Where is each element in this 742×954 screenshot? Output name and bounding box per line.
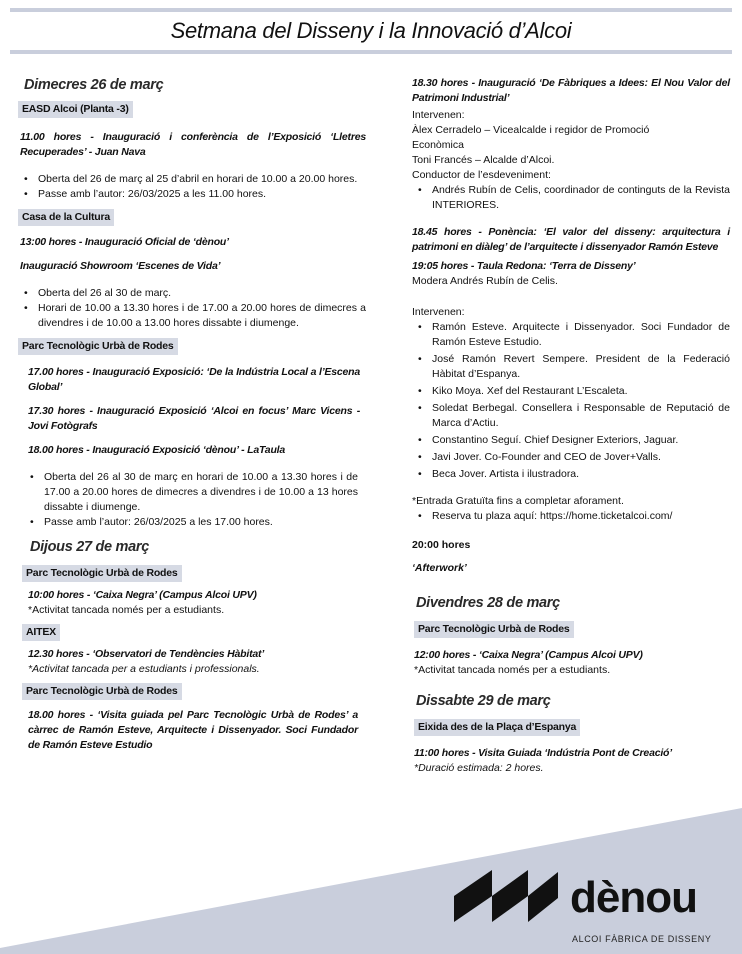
venue-tag: Parc Tecnològic Urbà de Rodes [22, 683, 182, 700]
list-item: • Andrés Rubín de Celis, coordinador de continguts de la Revista INTERIORES. [412, 183, 730, 213]
event-title: 10:00 hores - ‘Caixa Negra’ (Campus Alcoi UPV) [28, 589, 257, 601]
speaker: Àlex Cerradelo – Vicealcalde i regidor de Promoció Econòmica [412, 124, 650, 151]
list-item: • Oberta del 26 al 30 de març. [18, 286, 366, 301]
event-title: 13:00 hores - Inauguració Oficial de ‘dènou’ [20, 236, 229, 248]
venue-tag: AITEX [22, 624, 60, 641]
list-item: • Horari de 10.00 a 13.30 hores i de 17.00 a 20.00 hores de dimecres a divendres i de 10.00 a 13.00 hores dissabte i diumenge. [18, 301, 366, 331]
label: Intervenen: [412, 109, 465, 121]
event-title: 18.00 hores - Inauguració Exposició ‘dènou’ - LaTaula [28, 444, 286, 456]
conductor-list [412, 183, 730, 213]
speaker: Toni Francés – Alcalde d’Alcoi. [412, 154, 555, 166]
list-item: • Oberta del 26 al 30 de març en horari de 10.00 a 13.30 hores i de 17.00 a 20.00 hores de dimecres a divendres i de 10.00 a 13 hores dissabte i diumenge. [24, 470, 358, 515]
event-note: *Duració estimada: 2 hores. [414, 762, 544, 774]
venue-tag: Parc Tecnològic Urbà de Rodes [18, 338, 178, 355]
event-note: *Activitat tancada només per a estudiants. [28, 604, 225, 616]
day-heading-saturday: Dissabte 29 de març [416, 693, 551, 709]
page-header [10, 8, 732, 54]
event-details [18, 286, 366, 331]
reservation-link[interactable]: • Reserva tu plaza aquí: https://home.ticketalcoi.com/ [412, 509, 730, 524]
left-column [18, 72, 366, 753]
event-title: 19:05 hores - Taula Redona: ‘Terra de Disseny’ [412, 260, 636, 272]
day-heading-thursday: Dijous 27 de març [30, 539, 150, 555]
label: Conductor de l’esdeveniment: [412, 169, 551, 181]
logo-wordmark: dènou [570, 873, 697, 922]
reservation-list [412, 509, 730, 524]
list-item: • Passe amb l’autor: 26/03/2025 a les 11.00 hores. [18, 187, 366, 202]
denou-logo-icon [452, 866, 560, 922]
event-title: 12:00 hores - ‘Caixa Negra’ (Campus Alcoi UPV) [414, 649, 643, 661]
event-title: 17.00 hores - Inauguració Exposició: ‘De la Indústria Local a l’Escena Global’ [28, 366, 360, 393]
event-title: 18.00 hores - ‘Visita guiada pel Parc Tecnològic Urbà de Rodes’ a càrrec de Ramón Esteve, Arquitecte i Dissenyador. Soci Fundador de Ramón Esteve Estudio [28, 709, 358, 751]
event-details [24, 470, 358, 530]
page-title: Setmana del Disseny i la Innovació d’Alcoi [170, 18, 572, 43]
event-title: 18.45 hores - Ponència: ‘El valor del disseny: arquitectura i patrimoni en diàleg’ de l’arquitecte i dissenyador Ramón Esteve [412, 226, 730, 253]
venue-tag: Parc Tecnològic Urbà de Rodes [22, 565, 182, 582]
panel-list [412, 320, 730, 482]
panelist-item: • Ramón Esteve. Arquitecte i Dissenyador. Soci Fundador de Ramón Esteve Estudio. [412, 320, 730, 350]
moderator: Modera Andrés Rubín de Celis. [412, 275, 558, 287]
logo-tagline: ALCOI FÀBRICA DE DISSENY [572, 934, 712, 944]
event-details [18, 172, 366, 202]
panelist-item: • Soledat Berbegal. Consellera i Responsable de Reputació de Marca d’Actiu. [412, 401, 730, 431]
venue-tag: EASD Alcoi (Planta -3) [18, 101, 133, 118]
label: Intervenen: [412, 306, 465, 318]
list-item: • Passe amb l’autor: 26/03/2025 a les 17.00 hores. [24, 515, 358, 530]
event-title: Inauguració Showroom ‘Escenes de Vida’ [20, 260, 221, 272]
event-title: 17.30 hores - Inauguració Exposició ‘Alcoi en focus’ Marc Vicens - Jovi Fotògrafs [28, 405, 360, 432]
event-title: ‘Afterwork’ [412, 562, 467, 574]
panelist-item: • Constantino Seguí. Chief Designer Exteriors, Jaguar. [412, 433, 730, 448]
event-title: 11:00 hores - Visita Guiada ‘Indústria Pont de Creació’ [414, 747, 672, 759]
right-column [412, 76, 730, 776]
list-item: • Oberta del 26 de març al 25 d’abril en horari de 10.00 a 20.00 hores. [18, 172, 366, 187]
event-title: 12.30 hores - ‘Observatori de Tendències Hàbitat’ [28, 648, 265, 660]
event-note: *Activitat tancada només per a estudiants. [414, 664, 611, 676]
panelist-item: • Javi Jover. Co-Founder and CEO de Jover+Valls. [412, 450, 730, 465]
event-time: 20:00 hores [412, 539, 471, 551]
event-title: 11.00 hores - Inauguració i conferència de l’Exposició ‘Lletres Recuperades’ - Juan Nava [20, 131, 366, 158]
day-heading-friday: Divendres 28 de març [416, 595, 560, 611]
panelist-item: • Kiko Moya. Xef del Restaurant L’Escaleta. [412, 384, 730, 399]
event-title: 18.30 hores - Inauguració ‘De Fàbriques a Idees: El Nou Valor del Patrimoni Industrial’ [412, 77, 730, 104]
entry-note: *Entrada Gratuïta fins a completar aforament. [412, 495, 624, 507]
venue-tag: Parc Tecnològic Urbà de Rodes [414, 621, 574, 638]
venue-tag: Eixida des de la Plaça d’Espanya [414, 719, 580, 736]
panelist-item: • Beca Jover. Artista i ilustradora. [412, 467, 730, 482]
event-note: *Activitat tancada per a estudiants i professionals. [28, 663, 260, 675]
venue-tag: Casa de la Cultura [18, 209, 114, 226]
day-heading-wednesday: Dimecres 26 de març [24, 77, 164, 93]
panelist-item: • José Ramón Revert Sempere. President de la Federació Hàbitat d’Espanya. [412, 352, 730, 382]
